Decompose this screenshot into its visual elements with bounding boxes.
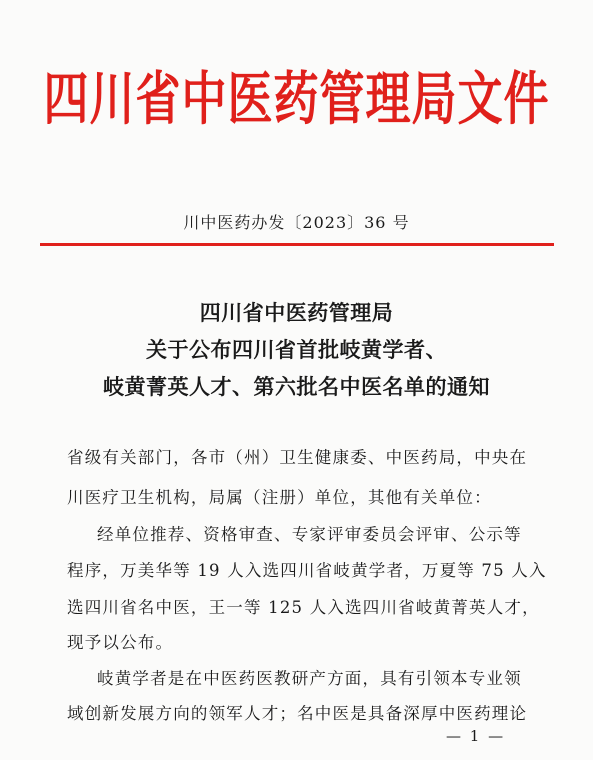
header-divider — [40, 243, 554, 246]
body-line: 经单位推荐、资格审查、专家评审委员会评审、公示等 — [97, 525, 522, 544]
body-line: 选四川省名中医，王一等 125 人入选四川省岐黄菁英人才， — [67, 598, 540, 617]
body-line: 岐黄学者是在中医药医教研产方面，具有引领本专业领 — [97, 669, 522, 688]
body-line: 现予以公布。 — [67, 633, 174, 652]
body-line: 程序，万美华等 19 人入选四川省岐黄学者，万夏等 75 人入 — [67, 561, 547, 580]
body-line: 域创新发展方向的领军人才；名中医是具备深厚中医药理论 — [67, 704, 528, 723]
notice-title-line-2: 关于公布四川省首批岐黄学者、 — [146, 338, 447, 362]
body-line: 省级有关部门，各市（州）卫生健康委、中医药局，中央在 — [67, 448, 528, 467]
body-line: 川医疗卫生机构，局属（注册）单位，其他有关单位： — [67, 488, 492, 507]
notice-title-line-3: 岐黄菁英人才、第六批名中医名单的通知 — [103, 375, 490, 399]
document-header-title: 四川省中医药管理局文件 — [43, 64, 550, 133]
page-number: — 1 — — [446, 727, 506, 745]
document-number: 川中医药办发〔2023〕36 号 — [183, 213, 410, 232]
notice-title-line-1: 四川省中医药管理局 — [199, 301, 394, 325]
